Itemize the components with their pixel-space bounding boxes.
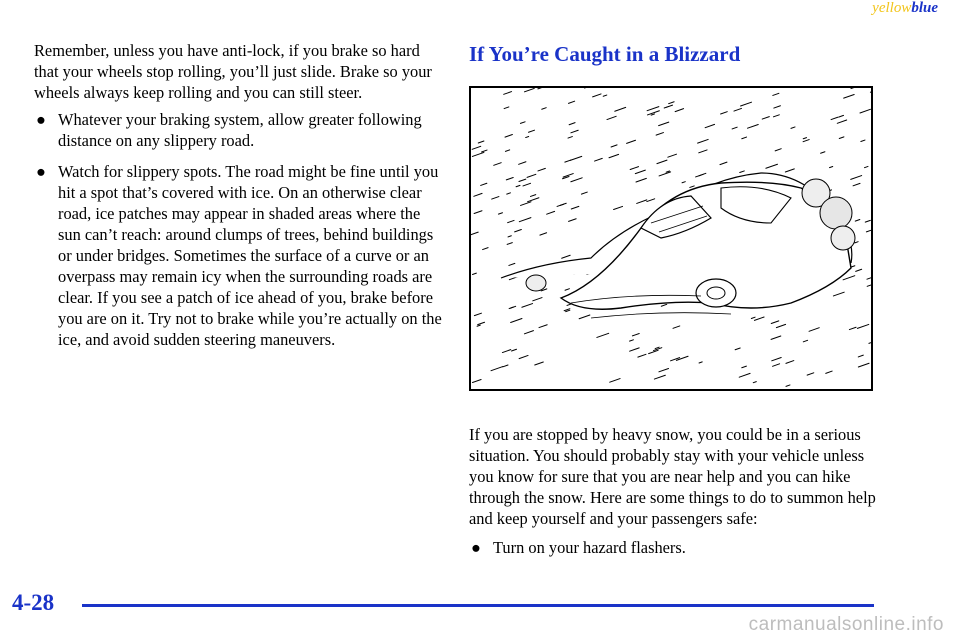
snow-streak	[857, 324, 868, 328]
snow-streak	[627, 140, 636, 143]
snow-streak	[568, 101, 574, 103]
snow-streak	[773, 115, 779, 117]
snow-streak	[766, 164, 778, 168]
snow-streak	[597, 333, 609, 337]
snow-streak	[654, 375, 665, 379]
snow-streak	[526, 136, 529, 137]
snow-streak	[803, 140, 809, 142]
snow-streak	[844, 94, 854, 98]
snow-streak	[510, 306, 515, 308]
snow-streak	[478, 141, 484, 143]
snow-streak	[508, 236, 511, 237]
snow-streak	[668, 154, 677, 157]
snow-streak	[867, 285, 871, 287]
snow-streak	[772, 357, 781, 360]
snow-streak	[472, 379, 481, 382]
snow-streak	[472, 152, 484, 156]
snow-streak	[664, 107, 668, 108]
snow-streak	[509, 263, 515, 265]
watermark: carmanualsonline.info	[748, 614, 944, 635]
snow-streak	[471, 232, 478, 234]
snow-streak	[630, 348, 640, 351]
snow-streak	[858, 355, 863, 357]
snow-streak	[571, 130, 578, 133]
snow-streak	[611, 145, 617, 147]
snow-streak	[776, 324, 785, 327]
list-item	[34, 109, 444, 151]
snow-streak	[734, 108, 741, 111]
snow-streak	[538, 88, 549, 89]
snow-streak	[843, 276, 855, 280]
snow-streak	[870, 91, 871, 92]
snow-streak	[720, 162, 727, 164]
snow-streak	[682, 182, 685, 183]
snow-streak	[607, 116, 616, 119]
snow-streak	[482, 150, 487, 152]
snow-streak	[751, 317, 755, 318]
snow-streak	[651, 114, 654, 115]
snow-streak	[472, 146, 481, 149]
right-column-header	[469, 40, 879, 68]
snow-streak	[647, 199, 655, 202]
page-number: 4-28	[12, 590, 55, 615]
snow-streak	[494, 163, 501, 166]
snow-streak	[809, 328, 819, 332]
snow-streak	[630, 340, 634, 341]
snow-streak	[506, 177, 513, 179]
snow-streak	[753, 382, 756, 383]
snow-streak	[511, 319, 522, 323]
snow-streak	[821, 152, 825, 154]
bullet-text: Watch for slippery spots. The road might be fine until you hit a spot that’s covered with ice. On an otherwise clear road, ice patches may appear in shaded areas where the sun can’t reach: around clumps of trees, behind buildings or under bridges. Sometimes the surface of a curve or an overpass may remain icy when the surrounding roads are clear. If you see a patch of ice ahead of you, brake before you are on it. Try not to brake while you’re actually on the ice, and avoid sudden steering maneuvers.	[58, 162, 442, 349]
snow-streak	[528, 198, 539, 202]
snow-streak	[609, 154, 619, 157]
snow-streak	[771, 336, 781, 339]
snow-streak	[762, 117, 769, 119]
snow-streak	[568, 137, 572, 139]
snow-streak	[849, 327, 856, 329]
snow-streak	[839, 115, 844, 117]
snow-streak	[803, 138, 806, 139]
snow-streak	[519, 162, 526, 165]
snow-streak	[732, 127, 737, 129]
snow-streak	[521, 202, 531, 206]
snow-streak	[786, 361, 794, 364]
snow-streak	[748, 124, 759, 128]
snow-streak	[856, 269, 862, 271]
bullet-text: Turn on your hazard flashers.	[493, 538, 686, 557]
snow-streak	[504, 92, 512, 95]
footer-divider	[82, 604, 874, 607]
snow-streak	[477, 325, 480, 326]
snow-streak	[636, 178, 646, 182]
snow-streak	[522, 304, 533, 308]
snow-streak	[632, 333, 639, 335]
snow-streak	[570, 156, 582, 160]
snow-streak	[826, 371, 832, 373]
snow-streak	[659, 368, 669, 371]
snow-streak	[699, 362, 702, 363]
snow-streak	[511, 349, 516, 351]
snow-streak	[638, 354, 646, 357]
snow-streak	[533, 298, 542, 301]
snow-streak	[673, 326, 680, 328]
corner-tag-yellow: yellow	[872, 0, 912, 16]
snow-streak	[855, 219, 860, 221]
corner-color-tag	[872, 0, 938, 17]
snow-streak	[773, 93, 779, 95]
snow-streak	[869, 340, 871, 343]
snow-streak	[661, 304, 666, 306]
corner-tag-blue: blue	[911, 0, 938, 16]
snow-streak	[833, 292, 844, 296]
snow-streak	[740, 171, 745, 173]
snow-streak	[656, 133, 663, 136]
snow-streak	[858, 363, 869, 367]
snow-streak	[669, 102, 675, 104]
snow-streak	[698, 139, 709, 143]
snow-streak	[742, 137, 747, 139]
snow-streak	[571, 206, 579, 209]
snow-streak	[523, 183, 531, 186]
snow-streak	[565, 160, 571, 162]
snow-streak	[569, 123, 575, 125]
list-item	[469, 537, 879, 558]
bullet-text: Whatever your braking system, allow greater following distance on any slippery road.	[58, 110, 422, 150]
snow-streak	[771, 321, 779, 324]
snow-streak	[699, 150, 707, 153]
intro-paragraph: Remember, unless you have anti-lock, if you brake so hard that your wheels stop rolling, you’ll just slide. Brake so your wheels always keep rolling and you can still steer.	[34, 41, 432, 102]
snow-streak	[474, 193, 482, 196]
snow-streak	[535, 362, 544, 365]
snow-streak	[614, 206, 623, 209]
snow-streak	[851, 88, 857, 89]
snow-streak	[630, 167, 638, 170]
snow-streak	[519, 355, 528, 358]
snow-streak	[571, 178, 582, 182]
snow-streak	[474, 211, 482, 214]
snow-streak	[690, 186, 694, 188]
snow-streak	[472, 273, 476, 274]
snow-streak	[635, 170, 645, 174]
snow-streak	[675, 109, 683, 112]
left-column	[34, 40, 444, 360]
snow-streak	[540, 233, 547, 235]
snow-streak	[503, 365, 508, 367]
snow-streak	[851, 176, 862, 180]
snow-streak	[739, 373, 750, 377]
snow-streak	[527, 174, 536, 177]
snow-streak	[867, 276, 871, 280]
snow-streak	[742, 366, 747, 368]
snow-streak	[508, 220, 514, 222]
snow-streak	[735, 348, 740, 350]
snow-streak	[519, 218, 531, 222]
snow-streak	[807, 373, 814, 375]
snow-streak	[565, 289, 569, 291]
snow-streak	[478, 322, 485, 324]
snow-streak	[547, 211, 555, 214]
snow-streak	[569, 219, 577, 222]
snow-streak	[542, 108, 546, 110]
bullet-icon: ●	[471, 538, 481, 557]
snow-streak	[481, 183, 487, 185]
snow-streak	[492, 197, 499, 200]
snow-streak	[791, 127, 795, 128]
snow-streak	[773, 364, 780, 366]
snow-streak	[831, 117, 838, 119]
snow-streak	[507, 243, 512, 245]
snow-streak	[637, 200, 647, 204]
snow-streak	[837, 120, 846, 123]
snow-streak	[865, 220, 870, 222]
snow-streak	[529, 130, 535, 132]
snow-streak	[866, 228, 871, 232]
snow-streak	[502, 350, 510, 353]
bullet-icon: ●	[36, 110, 46, 129]
snow-covered-car-drawing	[471, 88, 871, 389]
blizzard-car-illustration	[469, 86, 873, 391]
snow-streak	[505, 135, 512, 138]
snow-streak	[524, 331, 533, 334]
snow-streak	[864, 166, 868, 167]
snow-streak	[860, 109, 870, 113]
snow-streak	[516, 185, 520, 186]
snow-streak	[483, 248, 489, 250]
snow-streak	[705, 124, 714, 127]
snow-streak	[610, 379, 620, 383]
snow-streak	[647, 107, 659, 111]
snow-streak	[507, 193, 511, 194]
snow-streak	[659, 122, 669, 126]
snow-streak	[538, 168, 545, 171]
snow-streak	[505, 150, 509, 151]
snow-streak	[581, 192, 587, 194]
snow-streak	[530, 195, 535, 197]
snow-streak	[560, 204, 563, 205]
section-heading: If You’re Caught in a Blizzard	[469, 42, 741, 66]
snow-streak	[562, 255, 570, 258]
snow-streak	[491, 367, 503, 371]
snow-streak	[539, 325, 547, 328]
snow-streak	[593, 94, 601, 97]
blizzard-paragraph: If you are stopped by heavy snow, you could be in a serious situation. You should probably stay with your vehicle unless you know for sure that you are near help and you can hike through the snow. Here are some things to do to summon help and keep yourself and your passengers safe:	[469, 425, 876, 528]
snow-streak	[603, 95, 607, 96]
snow-streak	[657, 160, 667, 164]
list-item	[34, 161, 444, 350]
snow-streak	[595, 158, 603, 161]
right-column-body	[469, 424, 879, 568]
snow-streak	[785, 169, 794, 172]
snow-streak	[839, 137, 844, 139]
snow-streak	[861, 140, 865, 141]
snow-streak	[579, 315, 590, 319]
snow-streak	[830, 166, 833, 167]
snow-streak	[519, 179, 526, 181]
snow-streak	[520, 122, 525, 124]
snow-streak	[775, 149, 781, 151]
snow-streak	[615, 107, 626, 111]
snow-streak	[754, 317, 764, 320]
snow-streak	[504, 107, 509, 109]
bullet-icon: ●	[36, 162, 46, 181]
snow-streak	[774, 106, 781, 108]
snow-streak	[474, 313, 481, 315]
snow-streak	[498, 213, 502, 214]
snow-streak	[515, 230, 522, 232]
snow-streak	[524, 88, 534, 91]
snow-streak	[721, 112, 728, 114]
snow-streak	[855, 242, 858, 243]
snow-streak	[659, 172, 671, 176]
snow-streak	[786, 385, 790, 386]
snow-streak	[803, 340, 807, 342]
snow-streak	[853, 183, 860, 185]
snow-streak	[741, 102, 752, 106]
